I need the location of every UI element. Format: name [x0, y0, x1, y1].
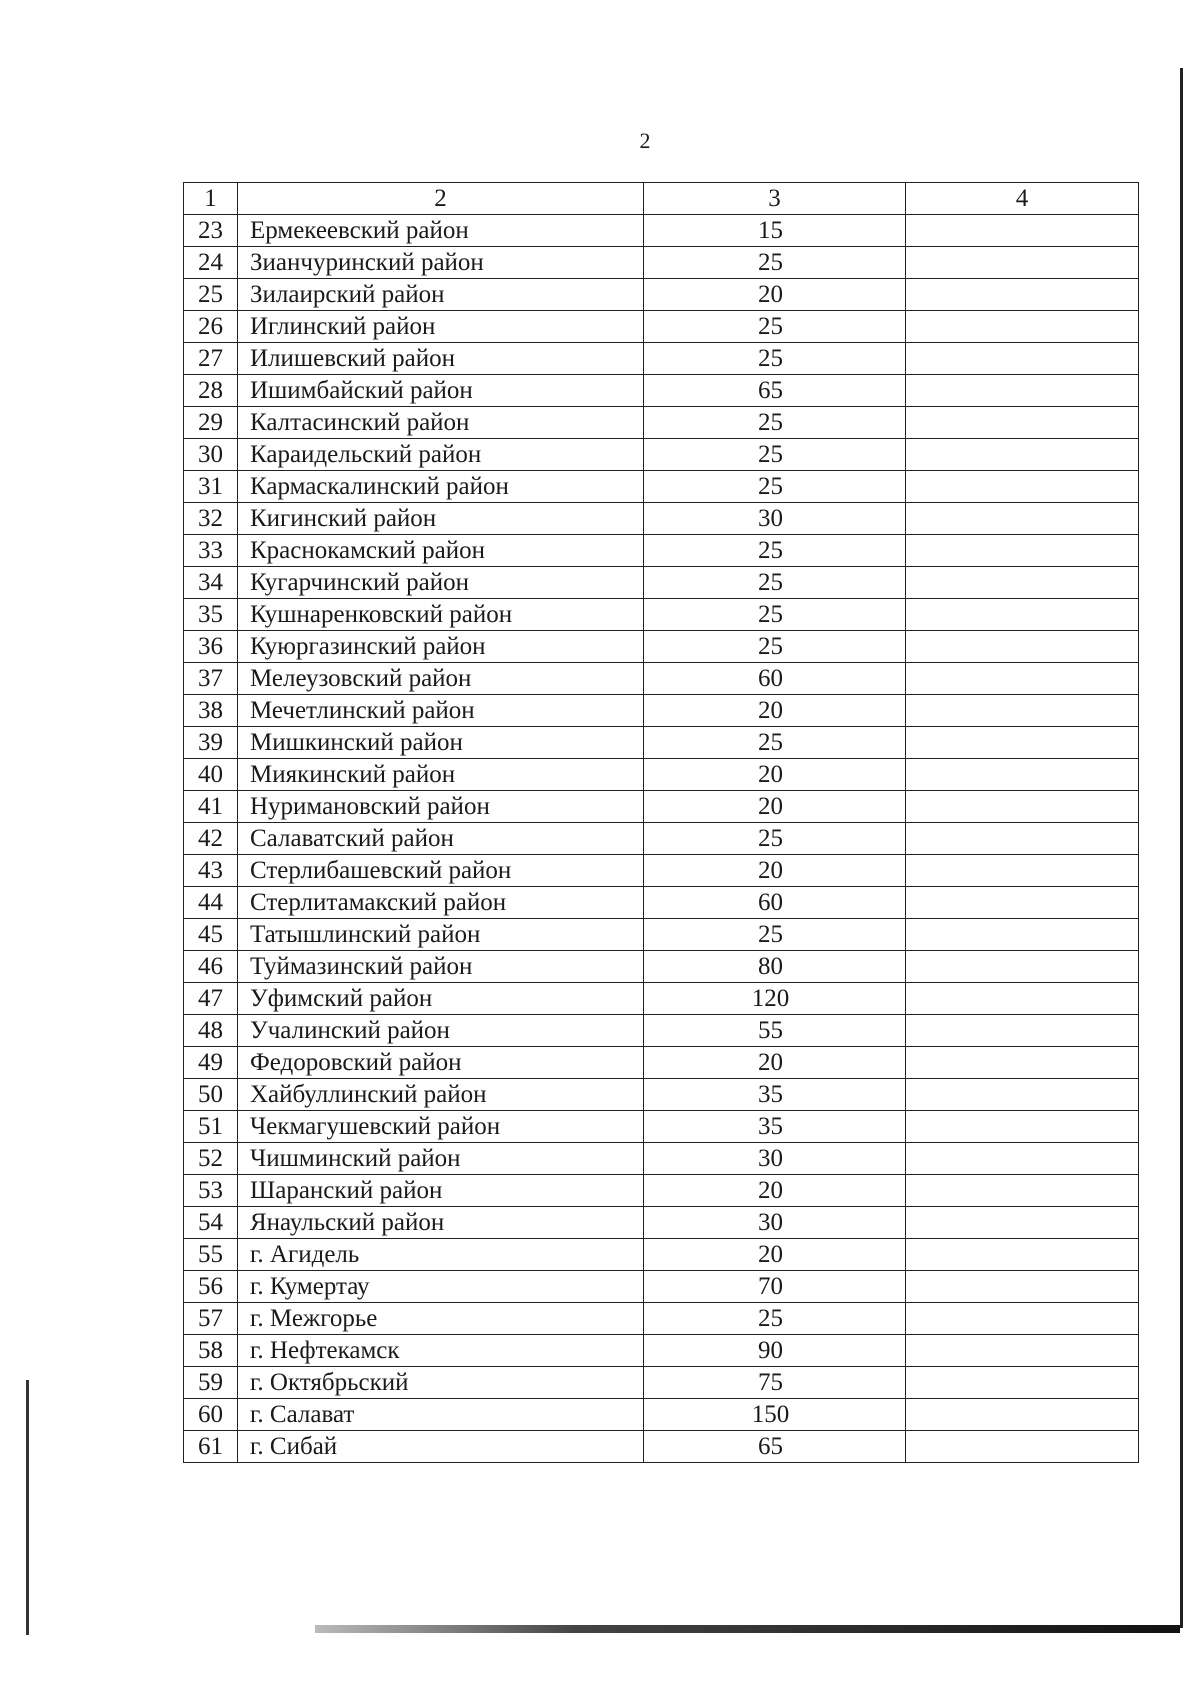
note-cell — [906, 343, 1139, 375]
row-number-cell: 35 — [184, 599, 238, 631]
row-number-cell: 34 — [184, 567, 238, 599]
district-name-cell: Чекмагушевский район — [238, 1111, 644, 1143]
district-name-cell: г. Агидель — [238, 1239, 644, 1271]
value-cell: 20 — [644, 1239, 906, 1271]
value-cell: 55 — [644, 1015, 906, 1047]
district-name-cell: Мелеузовский район — [238, 663, 644, 695]
row-number-cell: 27 — [184, 343, 238, 375]
table-row — [184, 1431, 1139, 1463]
table-row — [184, 791, 1139, 823]
note-cell — [906, 823, 1139, 855]
header-cell-2: 2 — [238, 183, 644, 215]
note-cell — [906, 1271, 1139, 1303]
value-cell: 25 — [644, 727, 906, 759]
row-number-cell: 37 — [184, 663, 238, 695]
value-cell: 80 — [644, 951, 906, 983]
row-number-cell: 43 — [184, 855, 238, 887]
note-cell — [906, 695, 1139, 727]
value-cell: 120 — [644, 983, 906, 1015]
table-row — [184, 1111, 1139, 1143]
table-row — [184, 951, 1139, 983]
district-name-cell: Илишевский район — [238, 343, 644, 375]
row-number-cell: 38 — [184, 695, 238, 727]
table-row — [184, 439, 1139, 471]
district-name-cell: Хайбуллинский район — [238, 1079, 644, 1111]
value-cell: 20 — [644, 279, 906, 311]
district-name-cell: Туймазинский район — [238, 951, 644, 983]
value-cell: 20 — [644, 855, 906, 887]
table-row — [184, 887, 1139, 919]
district-name-cell: г. Межгорье — [238, 1303, 644, 1335]
district-name-cell: Мечетлинский район — [238, 695, 644, 727]
value-cell: 65 — [644, 375, 906, 407]
district-name-cell: Янаульский район — [238, 1207, 644, 1239]
district-name-cell: Куюргазинский район — [238, 631, 644, 663]
value-cell: 25 — [644, 407, 906, 439]
scan-edge-left — [26, 1380, 29, 1635]
district-name-cell: Кигинский район — [238, 503, 644, 535]
value-cell: 20 — [644, 759, 906, 791]
note-cell — [906, 407, 1139, 439]
note-cell — [906, 279, 1139, 311]
table-row — [184, 631, 1139, 663]
table-row — [184, 1367, 1139, 1399]
value-cell: 35 — [644, 1079, 906, 1111]
district-name-cell: Федоровский район — [238, 1047, 644, 1079]
value-cell: 25 — [644, 535, 906, 567]
row-number-cell: 46 — [184, 951, 238, 983]
row-number-cell: 31 — [184, 471, 238, 503]
row-number-cell: 29 — [184, 407, 238, 439]
district-name-cell: Кармаскалинский район — [238, 471, 644, 503]
row-number-cell: 41 — [184, 791, 238, 823]
district-name-cell: Караидельский район — [238, 439, 644, 471]
value-cell: 90 — [644, 1335, 906, 1367]
row-number-cell: 53 — [184, 1175, 238, 1207]
note-cell — [906, 1111, 1139, 1143]
value-cell: 25 — [644, 567, 906, 599]
row-number-cell: 49 — [184, 1047, 238, 1079]
value-cell: 30 — [644, 503, 906, 535]
table-row — [184, 1271, 1139, 1303]
table-row — [184, 215, 1139, 247]
row-number-cell: 57 — [184, 1303, 238, 1335]
value-cell: 25 — [644, 599, 906, 631]
district-name-cell: Уфимский район — [238, 983, 644, 1015]
table-row — [184, 311, 1139, 343]
value-cell: 20 — [644, 1047, 906, 1079]
note-cell — [906, 1335, 1139, 1367]
row-number-cell: 54 — [184, 1207, 238, 1239]
note-cell — [906, 599, 1139, 631]
district-name-cell: г. Нефтекамск — [238, 1335, 644, 1367]
value-cell: 25 — [644, 823, 906, 855]
note-cell — [906, 887, 1139, 919]
value-cell: 25 — [644, 1303, 906, 1335]
row-number-cell: 47 — [184, 983, 238, 1015]
row-number-cell: 45 — [184, 919, 238, 951]
note-cell — [906, 951, 1139, 983]
note-cell — [906, 375, 1139, 407]
table-row — [184, 823, 1139, 855]
row-number-cell: 60 — [184, 1399, 238, 1431]
row-number-cell: 24 — [184, 247, 238, 279]
district-name-cell: Краснокамский район — [238, 535, 644, 567]
table-row — [184, 727, 1139, 759]
value-cell: 35 — [644, 1111, 906, 1143]
table-row — [184, 1015, 1139, 1047]
data-table-container — [183, 182, 1138, 1463]
row-number-cell: 25 — [184, 279, 238, 311]
value-cell: 65 — [644, 1431, 906, 1463]
row-number-cell: 61 — [184, 1431, 238, 1463]
table-row — [184, 567, 1139, 599]
row-number-cell: 58 — [184, 1335, 238, 1367]
table-row — [184, 759, 1139, 791]
note-cell — [906, 1015, 1139, 1047]
value-cell: 30 — [644, 1207, 906, 1239]
row-number-cell: 33 — [184, 535, 238, 567]
district-name-cell: Иглинский район — [238, 311, 644, 343]
district-name-cell: Зианчуринский район — [238, 247, 644, 279]
note-cell — [906, 471, 1139, 503]
scan-edge-bottom — [315, 1625, 1180, 1633]
table-row — [184, 343, 1139, 375]
district-name-cell: Калтасинский район — [238, 407, 644, 439]
note-cell — [906, 727, 1139, 759]
table-row — [184, 1335, 1139, 1367]
table-row — [184, 375, 1139, 407]
table-row — [184, 663, 1139, 695]
header-cell-4: 4 — [906, 183, 1139, 215]
row-number-cell: 59 — [184, 1367, 238, 1399]
row-number-cell: 56 — [184, 1271, 238, 1303]
value-cell: 25 — [644, 343, 906, 375]
note-cell — [906, 1367, 1139, 1399]
scan-edge-right — [1180, 68, 1183, 1628]
value-cell: 20 — [644, 791, 906, 823]
row-number-cell: 23 — [184, 215, 238, 247]
table-row — [184, 1239, 1139, 1271]
header-cell-1: 1 — [184, 183, 238, 215]
district-name-cell: г. Сибай — [238, 1431, 644, 1463]
note-cell — [906, 1175, 1139, 1207]
table-row — [184, 471, 1139, 503]
district-name-cell: г. Октябрьский — [238, 1367, 644, 1399]
district-name-cell: Учалинский район — [238, 1015, 644, 1047]
note-cell — [906, 1079, 1139, 1111]
row-number-cell: 26 — [184, 311, 238, 343]
note-cell — [906, 247, 1139, 279]
note-cell — [906, 1431, 1139, 1463]
note-cell — [906, 1143, 1139, 1175]
value-cell: 150 — [644, 1399, 906, 1431]
row-number-cell: 39 — [184, 727, 238, 759]
note-cell — [906, 1399, 1139, 1431]
note-cell — [906, 1047, 1139, 1079]
table-row — [184, 1079, 1139, 1111]
row-number-cell: 50 — [184, 1079, 238, 1111]
note-cell — [906, 983, 1139, 1015]
table-row — [184, 1399, 1139, 1431]
note-cell — [906, 215, 1139, 247]
data-table — [183, 182, 1139, 1463]
district-name-cell: Стерлитамакский район — [238, 887, 644, 919]
value-cell: 25 — [644, 439, 906, 471]
table-row — [184, 1047, 1139, 1079]
note-cell — [906, 1207, 1139, 1239]
page-number: 2 — [639, 128, 651, 153]
note-cell — [906, 663, 1139, 695]
table-row — [184, 983, 1139, 1015]
district-name-cell: Зилаирский район — [238, 279, 644, 311]
table-header-row — [184, 183, 1139, 215]
district-name-cell: Чишминский район — [238, 1143, 644, 1175]
value-cell: 20 — [644, 1175, 906, 1207]
value-cell: 30 — [644, 1143, 906, 1175]
district-name-cell: Шаранский район — [238, 1175, 644, 1207]
header-cell-3: 3 — [644, 183, 906, 215]
row-number-cell: 42 — [184, 823, 238, 855]
row-number-cell: 48 — [184, 1015, 238, 1047]
table-row — [184, 855, 1139, 887]
note-cell — [906, 759, 1139, 791]
district-name-cell: Салаватский район — [238, 823, 644, 855]
value-cell: 25 — [644, 471, 906, 503]
table-row — [184, 503, 1139, 535]
district-name-cell: Татышлинский район — [238, 919, 644, 951]
table-row — [184, 279, 1139, 311]
table-row — [184, 599, 1139, 631]
row-number-cell: 52 — [184, 1143, 238, 1175]
value-cell: 25 — [644, 919, 906, 951]
table-row — [184, 535, 1139, 567]
district-name-cell: Нуримановский район — [238, 791, 644, 823]
row-number-cell: 40 — [184, 759, 238, 791]
table-row — [184, 1143, 1139, 1175]
row-number-cell: 44 — [184, 887, 238, 919]
note-cell — [906, 503, 1139, 535]
value-cell: 15 — [644, 215, 906, 247]
district-name-cell: Кушнаренковский район — [238, 599, 644, 631]
value-cell: 20 — [644, 695, 906, 727]
row-number-cell: 32 — [184, 503, 238, 535]
table-row — [184, 247, 1139, 279]
table-row — [184, 407, 1139, 439]
district-name-cell: г. Салават — [238, 1399, 644, 1431]
value-cell: 25 — [644, 631, 906, 663]
district-name-cell: г. Кумертау — [238, 1271, 644, 1303]
note-cell — [906, 855, 1139, 887]
row-number-cell: 28 — [184, 375, 238, 407]
table-row — [184, 919, 1139, 951]
table-row — [184, 1175, 1139, 1207]
row-number-cell: 51 — [184, 1111, 238, 1143]
table-row — [184, 1207, 1139, 1239]
row-number-cell: 55 — [184, 1239, 238, 1271]
value-cell: 25 — [644, 311, 906, 343]
district-name-cell: Стерлибашевский район — [238, 855, 644, 887]
note-cell — [906, 535, 1139, 567]
table-row — [184, 695, 1139, 727]
district-name-cell: Миякинский район — [238, 759, 644, 791]
district-name-cell: Ишимбайский район — [238, 375, 644, 407]
district-name-cell: Кугарчинский район — [238, 567, 644, 599]
table-row — [184, 1303, 1139, 1335]
note-cell — [906, 631, 1139, 663]
note-cell — [906, 1239, 1139, 1271]
value-cell: 70 — [644, 1271, 906, 1303]
value-cell: 60 — [644, 663, 906, 695]
note-cell — [906, 567, 1139, 599]
district-name-cell: Мишкинский район — [238, 727, 644, 759]
row-number-cell: 36 — [184, 631, 238, 663]
note-cell — [906, 791, 1139, 823]
note-cell — [906, 1303, 1139, 1335]
note-cell — [906, 919, 1139, 951]
district-name-cell: Ермекеевский район — [238, 215, 644, 247]
note-cell — [906, 439, 1139, 471]
value-cell: 75 — [644, 1367, 906, 1399]
row-number-cell: 30 — [184, 439, 238, 471]
value-cell: 60 — [644, 887, 906, 919]
note-cell — [906, 311, 1139, 343]
value-cell: 25 — [644, 247, 906, 279]
